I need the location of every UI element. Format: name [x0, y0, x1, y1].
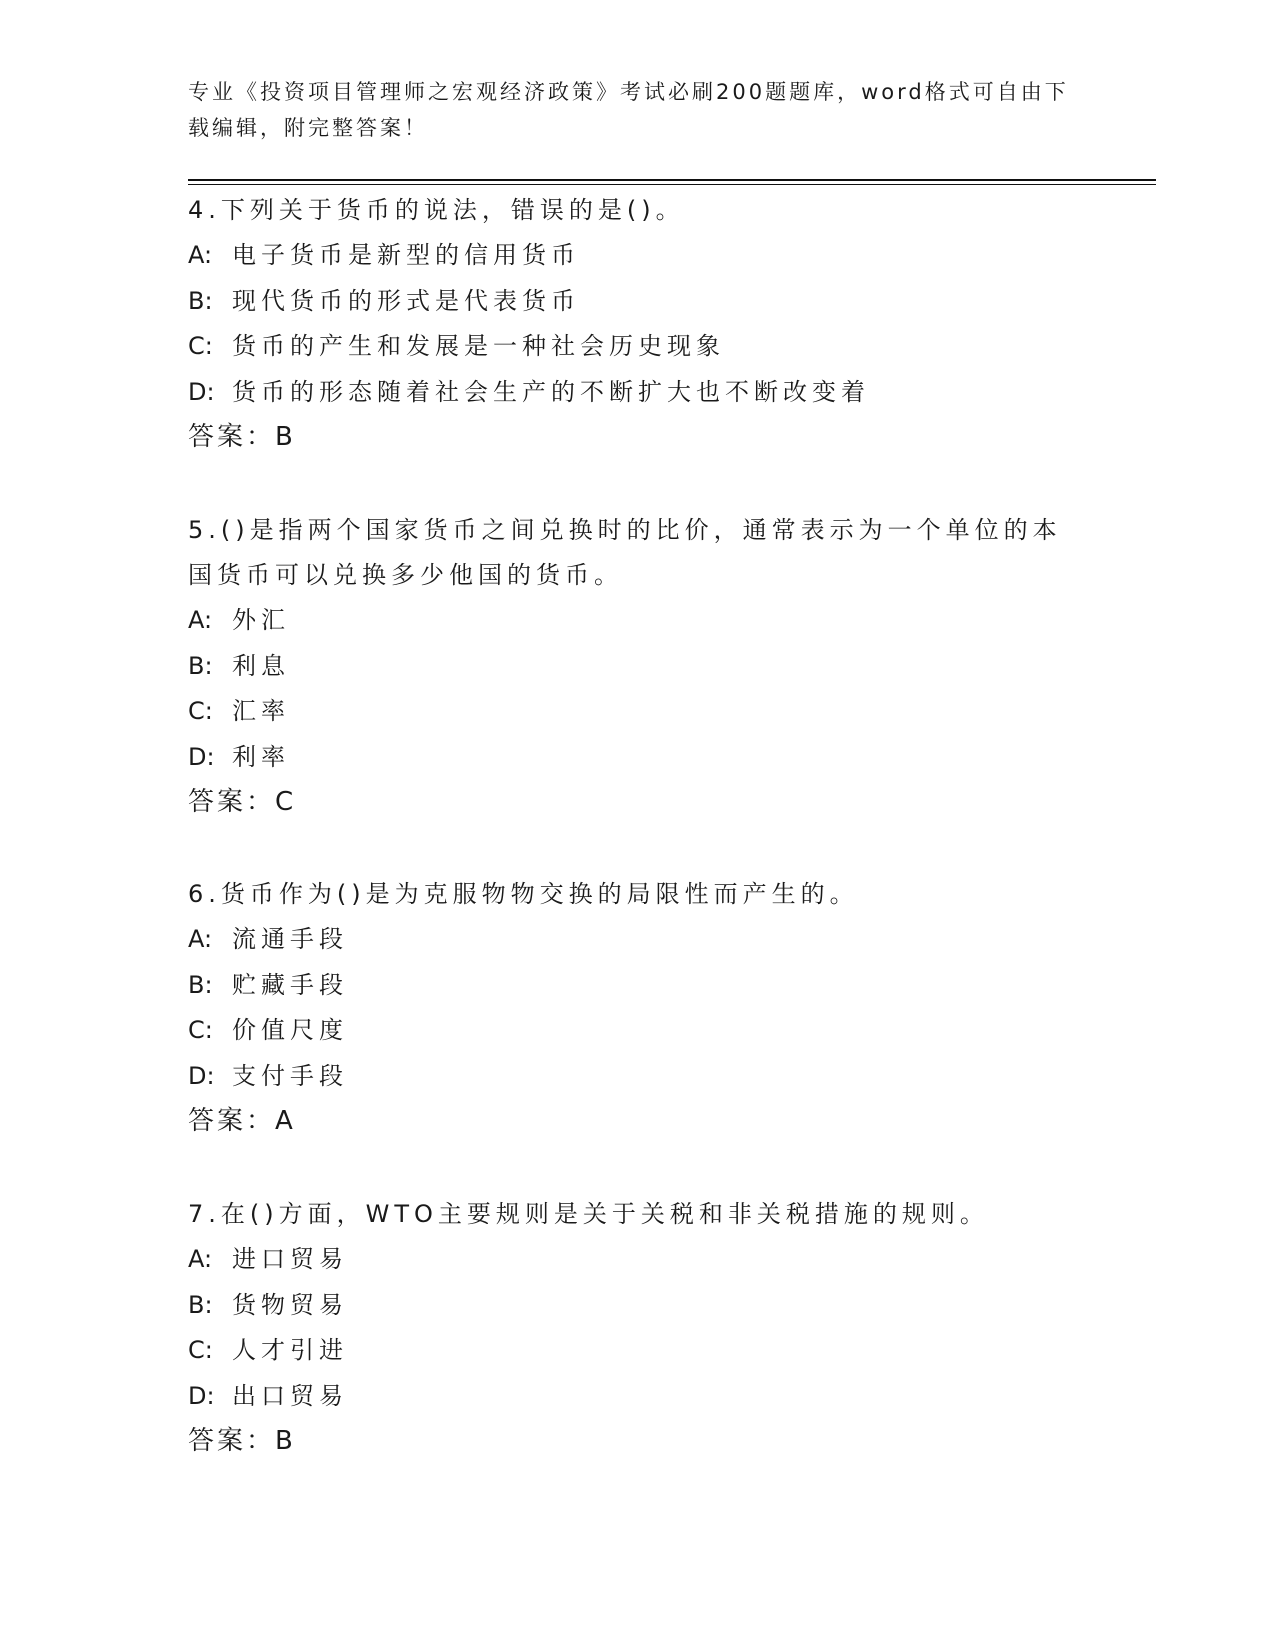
- answer-line: 答案：B: [188, 422, 296, 452]
- answer-line: 答案：B: [188, 1426, 296, 1456]
- option-a: [188, 917, 1088, 963]
- option-letter: A:: [188, 1245, 213, 1273]
- option-text: 出口贸易: [232, 1381, 348, 1410]
- option-b: [188, 1283, 1088, 1329]
- option-text: 现代货币的形式是代表货币: [232, 286, 580, 315]
- answer-line: 答案：C: [188, 787, 297, 817]
- option-d: [188, 1054, 1088, 1100]
- header-divider-thick: [188, 179, 1156, 181]
- option-text: 人才引进: [232, 1336, 348, 1364]
- option-c: [188, 689, 1088, 735]
- option-letter: D:: [188, 1061, 215, 1090]
- option-text: 利息: [232, 651, 290, 680]
- option-a: [188, 233, 1088, 279]
- option-text: 进口贸易: [232, 1245, 348, 1273]
- option-letter: B:: [188, 1290, 213, 1319]
- option-a: [188, 598, 1088, 644]
- option-letter: A:: [188, 606, 213, 634]
- option-d: [188, 370, 1088, 416]
- option-c: [188, 1328, 1088, 1374]
- question-block: [188, 1192, 1088, 1464]
- option-letter: C:: [188, 697, 213, 725]
- option-letter: B:: [188, 651, 213, 680]
- option-text: 货物贸易: [232, 1290, 348, 1319]
- option-b: [188, 644, 1088, 690]
- option-b: [188, 279, 1088, 325]
- option-letter: C:: [188, 332, 213, 360]
- option-text: 贮藏手段: [232, 970, 348, 999]
- option-letter: C:: [188, 1016, 213, 1044]
- question-stem: 4.下列关于货币的说法，错误的是()。: [188, 196, 685, 224]
- question-stem: 5.()是指两个国家货币之间兑换时的比价，通常表示为一个单位的本国货币可以兑换多少他国的货币。: [188, 516, 1062, 589]
- option-letter: D:: [188, 377, 215, 406]
- option-letter: D:: [188, 1381, 215, 1410]
- option-d: [188, 735, 1088, 781]
- option-text: 汇率: [232, 697, 290, 725]
- option-text: 价值尺度: [232, 1016, 348, 1044]
- question-stem: 6.货币作为()是为克服物物交换的局限性而产生的。: [188, 880, 859, 908]
- option-letter: D:: [188, 742, 215, 771]
- option-a: [188, 1237, 1088, 1283]
- option-text: 外汇: [232, 606, 290, 634]
- answer-line: 答案：A: [188, 1106, 296, 1136]
- option-d: [188, 1374, 1088, 1420]
- option-text: 电子货币是新型的信用货币: [232, 241, 580, 269]
- option-letter: A:: [188, 241, 213, 269]
- question-block: [188, 872, 1088, 1144]
- question-stem: 7.在()方面，WTO主要规则是关于关税和非关税措施的规则。: [188, 1200, 989, 1228]
- document-header: 专业《投资项目管理师之宏观经济政策》考试必刷200题题库，word格式可自由下载编辑，附完整答案！: [188, 80, 1069, 140]
- option-text: 利率: [232, 742, 290, 771]
- option-letter: C:: [188, 1336, 213, 1364]
- option-text: 货币的产生和发展是一种社会历史现象: [232, 332, 725, 360]
- option-c: [188, 1008, 1088, 1054]
- header-divider-thin: [188, 184, 1156, 185]
- option-b: [188, 963, 1088, 1009]
- option-letter: B:: [188, 286, 213, 315]
- option-text: 流通手段: [232, 925, 348, 953]
- option-letter: A:: [188, 925, 213, 953]
- option-text: 货币的形态随着社会生产的不断扩大也不断改变着: [232, 377, 870, 406]
- question-block: [188, 188, 1088, 460]
- option-letter: B:: [188, 970, 213, 999]
- option-text: 支付手段: [232, 1061, 348, 1090]
- option-c: [188, 324, 1088, 370]
- question-block: [188, 508, 1088, 825]
